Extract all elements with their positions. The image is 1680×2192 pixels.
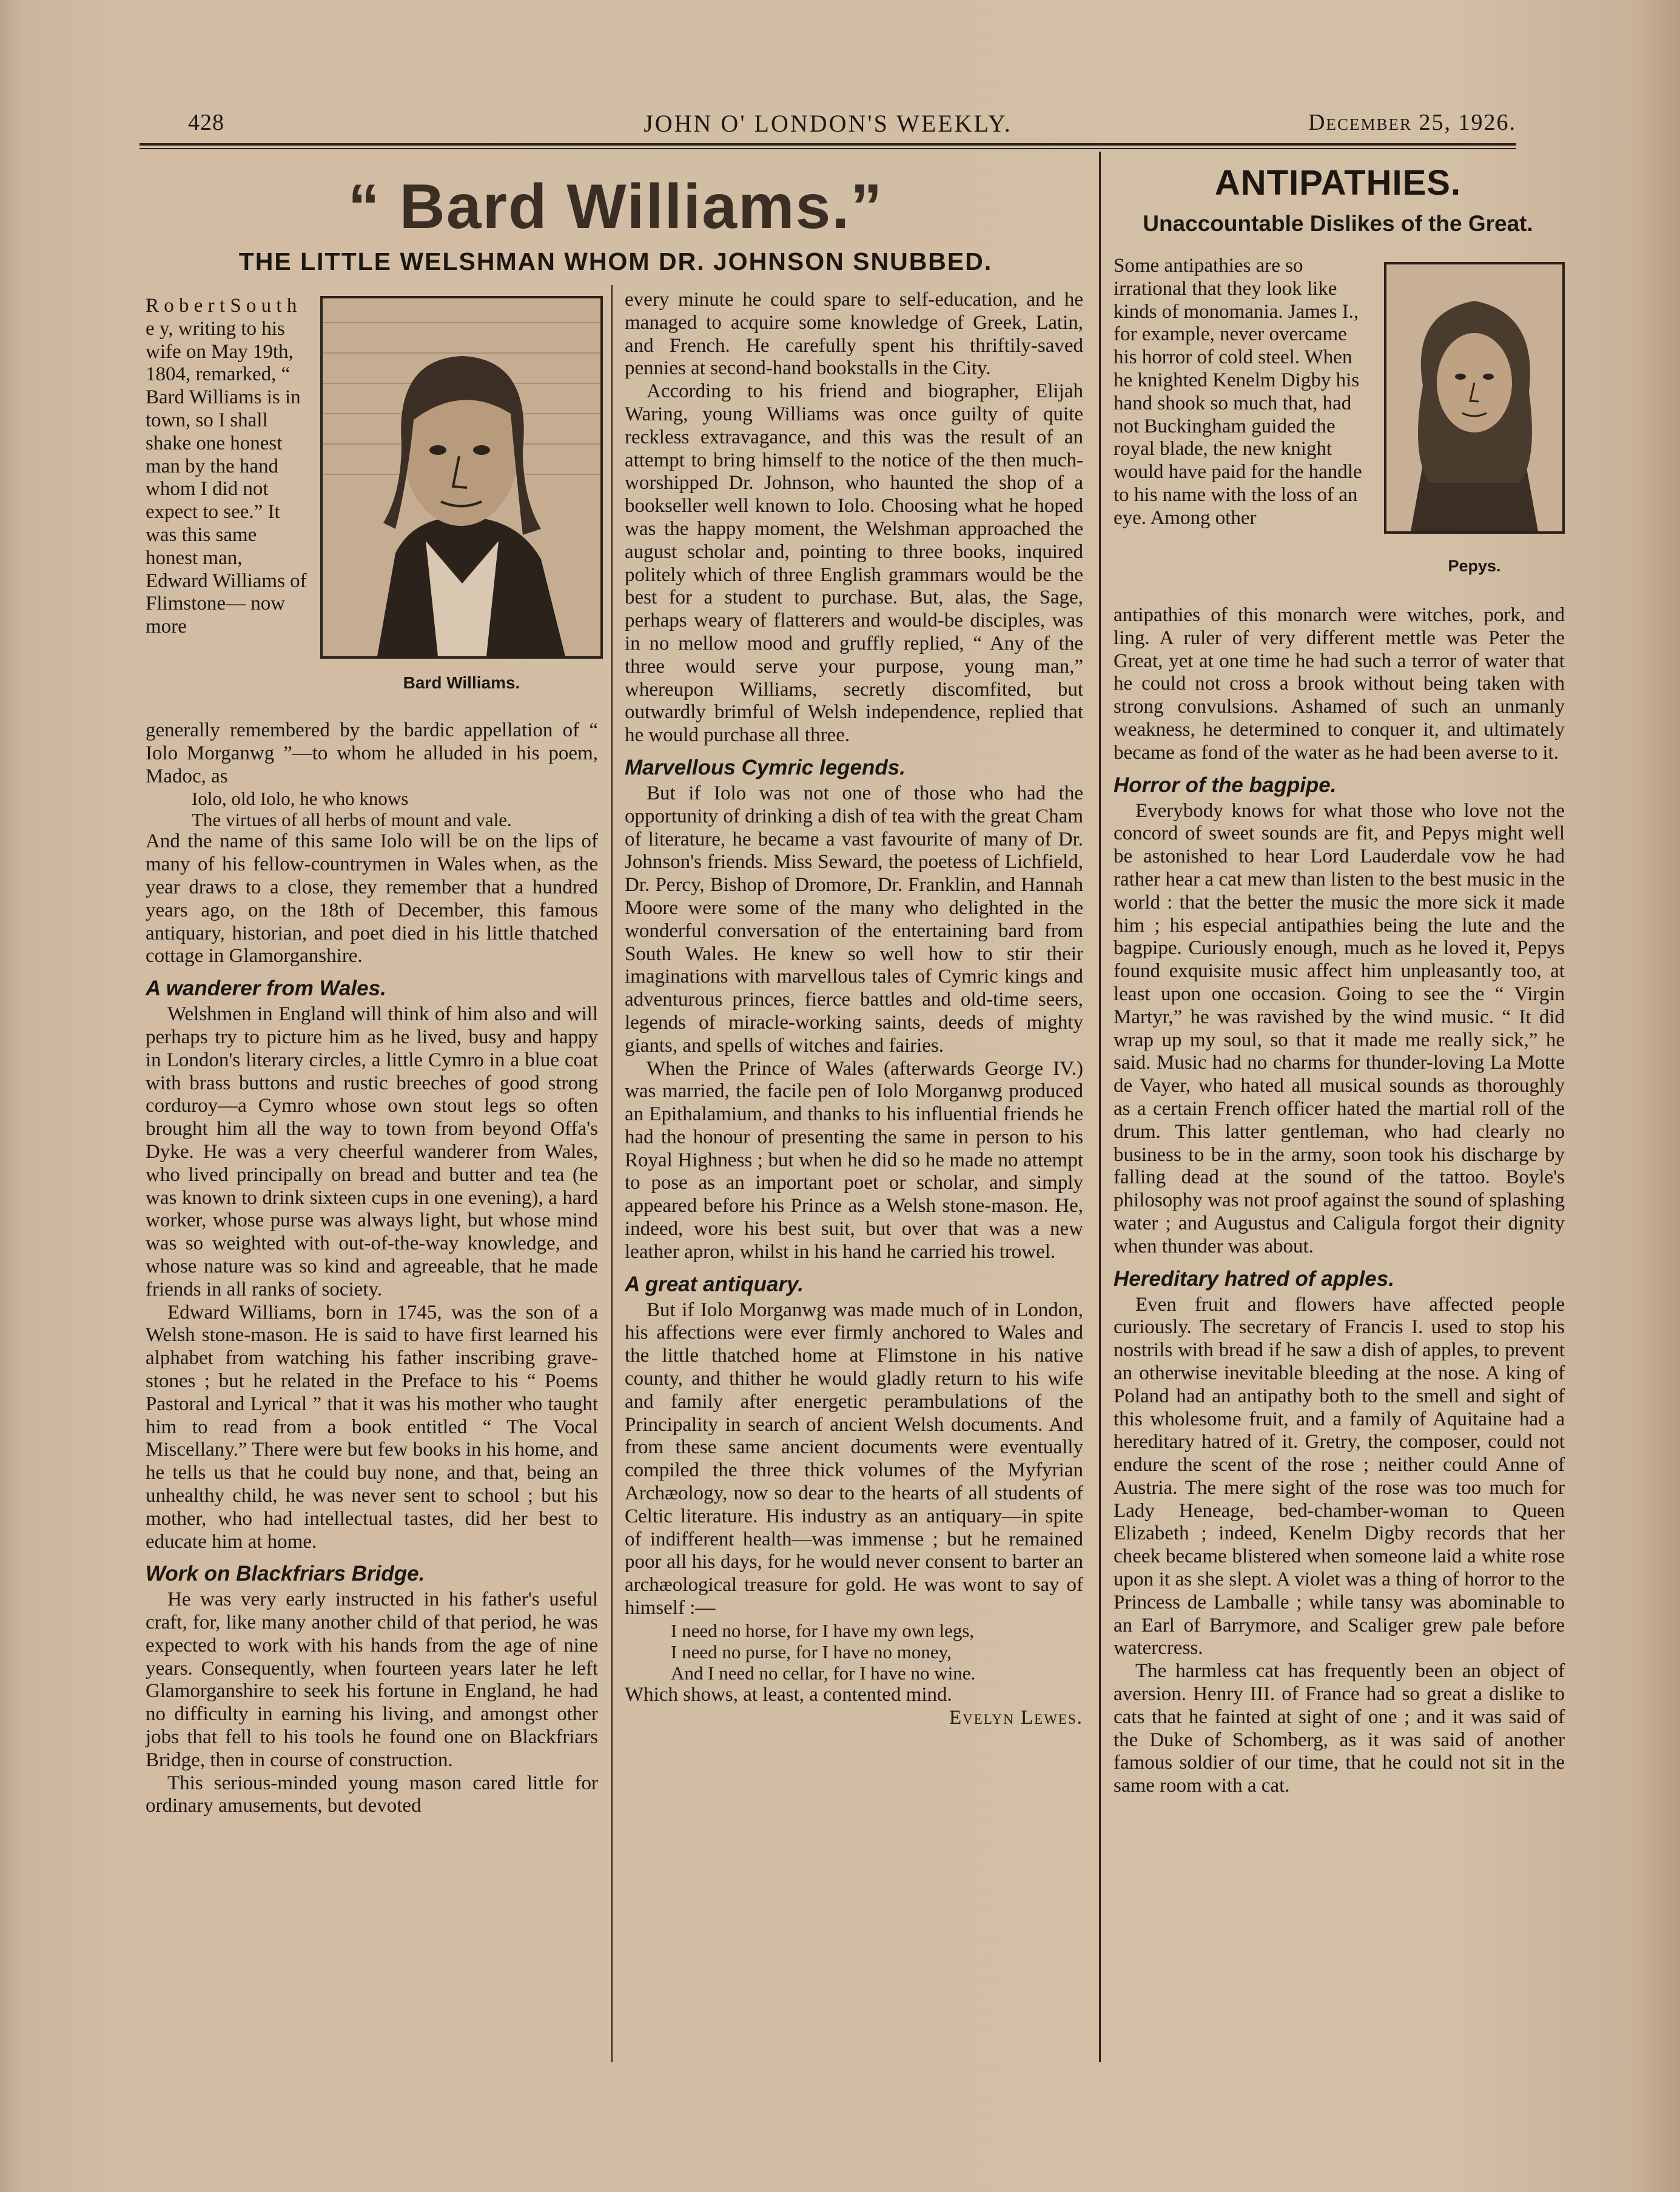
paragraph: According to his friend and biographer, Elijah Waring, young Williams was once guilty of quite reckless extravagance, and this was the result of an attempt to bring himself to the notice of the then much-worshipped Dr. Johnson, who haunted the shop of a bookseller well known to Iolo. Choosing what he hoped was the happy moment, the Welshman approached the august scholar and, pointing to three books, inquired politely which of three English grammars would be the best for a student to purchase. But, alas, the Sage, perhaps weary of flatterers and would-be disciples, was in no mellow mood and gruffly replied, “ Any of the three would serve your purpose, young man,” whereupon Williams, secretly discomfited, but outwardly brimful of Welsh independence, replied that he would purchase all three.	[625, 380, 1083, 747]
paragraph: But if Iolo Morganwg was made much of in London, his affections were ever firmly anchored to Wales and the little thatched home at Flimstone in his native county, and thither he would gladly return to his wife and family after energetic perambulations of the Principality in search of ancient Welsh documents. And from these same ancient documents were eventually compiled the three thick volumes of the Myfyrian Archæology, now so dear to the hearts of all students of Celtic literature. His industry as an antiquary—in spite of indifferent health—was immense ; but he remained poor all his days, for he would never consent to barter an archæological treasure for gold. He was wont to say of himself :—	[625, 1299, 1083, 1619]
section-heading: A wanderer from Wales.	[146, 977, 386, 1001]
paragraph: The harmless cat has frequently been an object of aversion. Henry III. of France had so great a dislike to cats that he fainted at sight of one ; and it was said of the Duke of Schomberg, as it was said of another famous soldier of our time, that he could not sit in the same room with a cat.	[1114, 1660, 1565, 1797]
author-signature: Evelyn Lewes.	[949, 1706, 1083, 1729]
bard-williams-portrait	[320, 296, 603, 659]
paragraph: This serious-minded young mason cared little for ordinary amusements, but devoted	[146, 1772, 598, 1817]
verse-line: I need no horse, for I have my own legs,	[671, 1619, 975, 1641]
section-heading: A great antiquary.	[625, 1272, 804, 1296]
paragraph: Edward Williams, born in 1745, was the son of a Welsh stone-mason. He is said to have first learned his alphabet from watching his father inscribing grave-stones ; but he related in the Preface to his “ Poems Pastoral and Lyrical ” that it was his mother who taught him to read from a book entitled “ The Vocal Miscellany.” There were but few books in his home, and he tells us that he could buy none, and that, being an unhealthy child, he was never sent to school ; but his mother, who had intellectual tastes, did her best to educate him at home.	[146, 1301, 598, 1553]
bard-williams-intro-wrapped	[146, 295, 308, 639]
article-subtitle-antipathies: Unaccountable Dislikes of the Great.	[1143, 211, 1533, 236]
column-divider-left	[611, 285, 613, 2062]
closing-line: Which shows, at least, a contented mind.	[625, 1683, 952, 1706]
section-heading: Hereditary hatred of apples.	[1114, 1266, 1394, 1291]
header-rule	[139, 143, 1516, 146]
engraving-portrait-icon	[323, 298, 600, 656]
engraving-portrait-icon	[1386, 264, 1562, 531]
bard-williams-caption: Bard Williams.	[403, 673, 520, 692]
article-title-bard-williams: “ Bard Williams.”	[348, 172, 884, 242]
article-title-antipathies: ANTIPATHIES.	[1214, 163, 1462, 203]
right-column	[1114, 604, 1565, 1798]
paragraph: And the name of this same Iolo will be on the lips of many of his fellow-countrymen in Wales when, as the year draws to a close, they remember that a hundred years ago, on the 18th of December, this famous antiquary, historian, and poet died in his little thatched cottage in Glamorganshire.	[146, 830, 598, 967]
publication-title: JOHN O' LONDON'S WEEKLY.	[643, 110, 1012, 137]
paragraph: But if Iolo was not one of those who had the opportunity of drinking a dish of tea with the great Cham of literature, he became a vast favourite of many of Dr. Johnson's friends. Miss Seward, the poetess of Lichfield, Dr. Percy, Bishop of Dromore, Dr. Franklin, and Hannah Moore were some of the many who delighted in the wonderful conversation of the entertaining bard from South Wales. He knew so well how to stir their imaginations with marvellous tales of Cymric kings and adventurous princes, fierce battles and old-time seers, legends of miracle-working saints, deeds of mighty giants, and spells of witches and fairies.	[625, 782, 1083, 1057]
intro-rest: generally remembered by the bardic appellation of “ Iolo Morganwg ”—to whom he alluded in his poem, Madoc, as	[146, 719, 598, 787]
verse-line: The virtues of all herbs of mount and vale.	[192, 809, 512, 831]
verse-line: Iolo, old Iolo, he who knows	[192, 788, 409, 810]
paragraph: Everybody knows for what those who love not the concord of sweet sounds are fit, and Pepys might well be astonished to hear Lord Lauderdale vow he had rather hear a cat mew than listen to the best music in the world : that the better the music the more sick it made him ; his especial antipathies being the lute and the bagpipe. Curiously enough, much as he loved it, Pepys found exquisite music affect him unpleasantly too, at least upon one occasion. Going to see the “ Virgin Martyr,” he was ravished by the wind music. “ It did wrap up my soul, so that it made me really sick,” he said. Music had no charms for thunder-loving La Motte de Vayer, who hated all musical sounds as thoroughly as a certain French officer hated the martial roll of the drum. This latter gentleman, who had clearly no business to be in the army, soon took his discharge by falling dead at the sound of the tattoo. Boyle's philosophy was not proof against the sound of splashing water ; and Augustus and Caligula forgot their dignity when thunder was about.	[1114, 799, 1565, 1257]
column-divider	[1099, 152, 1101, 2062]
intro-rest: antipathies of this monarch were witches, pork, and ling. A ruler of very different mettle was Peter the Great, yet at one time he had such a terror of water that he could not cross a brook without being taken with strong convulsions. Ashamed of such an unmanly weakness, he determined to conquer it, and ultimately became as fond of the water as he had been averse to it.	[1114, 604, 1565, 764]
page-number: 428	[188, 110, 224, 135]
header-rule-thin	[139, 148, 1516, 149]
paragraph: When the Prince of Wales (afterwards George IV.) was married, the facile pen of Iolo Morganwg produced an Epithalamium, and thanks to his influential friends he had the honour of presenting the same in person to his Royal Highness ; but when he did so he made no attempt to pose as an important poet or scholar, and simply appeared before his Prince as a Welsh stone-mason. He, indeed, wore his best suit, but over that was a new leather apron, whilst in his hand he carried his trowel.	[625, 1057, 1083, 1263]
intro-wrapped-text: R o b e r t S o u t h e y, writing to his wife on May 19th, 1804, remarked, “ Bard Williams is in town, so I shall shake one honest man by the hand whom I did not expect to see.” It was this same honest man, Edward Williams of Flimstone— now more	[146, 295, 307, 638]
verse-line: And I need no cellar, for I have no wine.	[671, 1662, 976, 1684]
intro-wrapped-text: Some antipathies are so irrational that they look like kinds of monomania. James I., for example, never overcame his horror of cold steel. When he knighted Kenelm Digby his hand shook so much that, had not Buckingham guided the royal blade, the new knight would have paid for the handle to his name with the loss of an eye. Among other	[1114, 255, 1362, 529]
article-subtitle-bard-williams: THE LITTLE WELSHMAN WHOM DR. JOHNSON SNUBBED.	[238, 247, 993, 275]
paragraph: Even fruit and flowers have affected people curiously. The secretary of Francis I. used to stop his nostrils with bread if he saw a dish of apples, to prevent an otherwise inevitable bleeding at the nose. A king of Poland had an antipathy both to the smell and sight of this wholesome fruit, and a family of Aquitaine had a hereditary hatred of it. Gretry, the composer, could not endure the scent of the rose ; neither could Anne of Austria. The mere sight of the rose was too much for Lady Heneage, bed-chamber-woman to Queen Elizabeth ; indeed, Kenelm Digby records that her cheek became blistered when someone laid a white rose upon it as she slept. A violet was a thing of horror to the Princess de Lamballe ; while tansy was abominable to an Earl of Barrymore, and Scaliger grew pale before watercress.	[1114, 1293, 1565, 1659]
pepys-caption: Pepys.	[1448, 557, 1501, 575]
paragraph: He was very early instructed in his father's useful craft, for, like many another child of that period, he was expected to work with his hands from the age of nine years. Consequently, when fourteen years later he left Glamorganshire to seek his fortune in England, he had no difficulty in earning his living, and amongst other jobs that fell to his tools he found one on Blackfriars Bridge, then in course of construction.	[146, 1589, 598, 1771]
left-column-2	[625, 289, 1083, 1729]
paragraph: every minute he could spare to self-education, and he managed to acquire some knowledge of Greek, Latin, and French. He carefully spent his thriftily-saved pennies at second-hand bookstalls in the City.	[625, 289, 1083, 380]
section-heading: Horror of the bagpipe.	[1114, 773, 1337, 797]
antipathies-intro-wrapped	[1114, 255, 1368, 530]
issue-date: December 25, 1926.	[1308, 110, 1516, 135]
verse-line: I need no purse, for I have no money,	[671, 1641, 952, 1662]
pepys-portrait	[1384, 262, 1565, 534]
left-column-1	[146, 719, 598, 1818]
paragraph: Welshmen in England will think of him also and will perhaps try to picture him as he lived, busy and happy in London's literary circles, a little Cymro in a blue coat with brass buttons and rustic breeches of good strong corduroy—a Cymro whose own stout legs so often brought him all the way to town from beyond Offa's Dyke. He was a very cheerful wanderer from Wales, who lived principally on bread and butter and tea (he was known to drink sixteen cups in one evening), a hard worker, whose purse was always light, but whose mind was so weighted with out-of-the-way knowledge, and whose nature was so kind and agreeable, that he made friends in all ranks of society.	[146, 1003, 598, 1300]
section-heading: Work on Blackfriars Bridge.	[146, 1562, 425, 1586]
section-heading: Marvellous Cymric legends.	[625, 755, 906, 779]
page-header	[139, 102, 1516, 144]
